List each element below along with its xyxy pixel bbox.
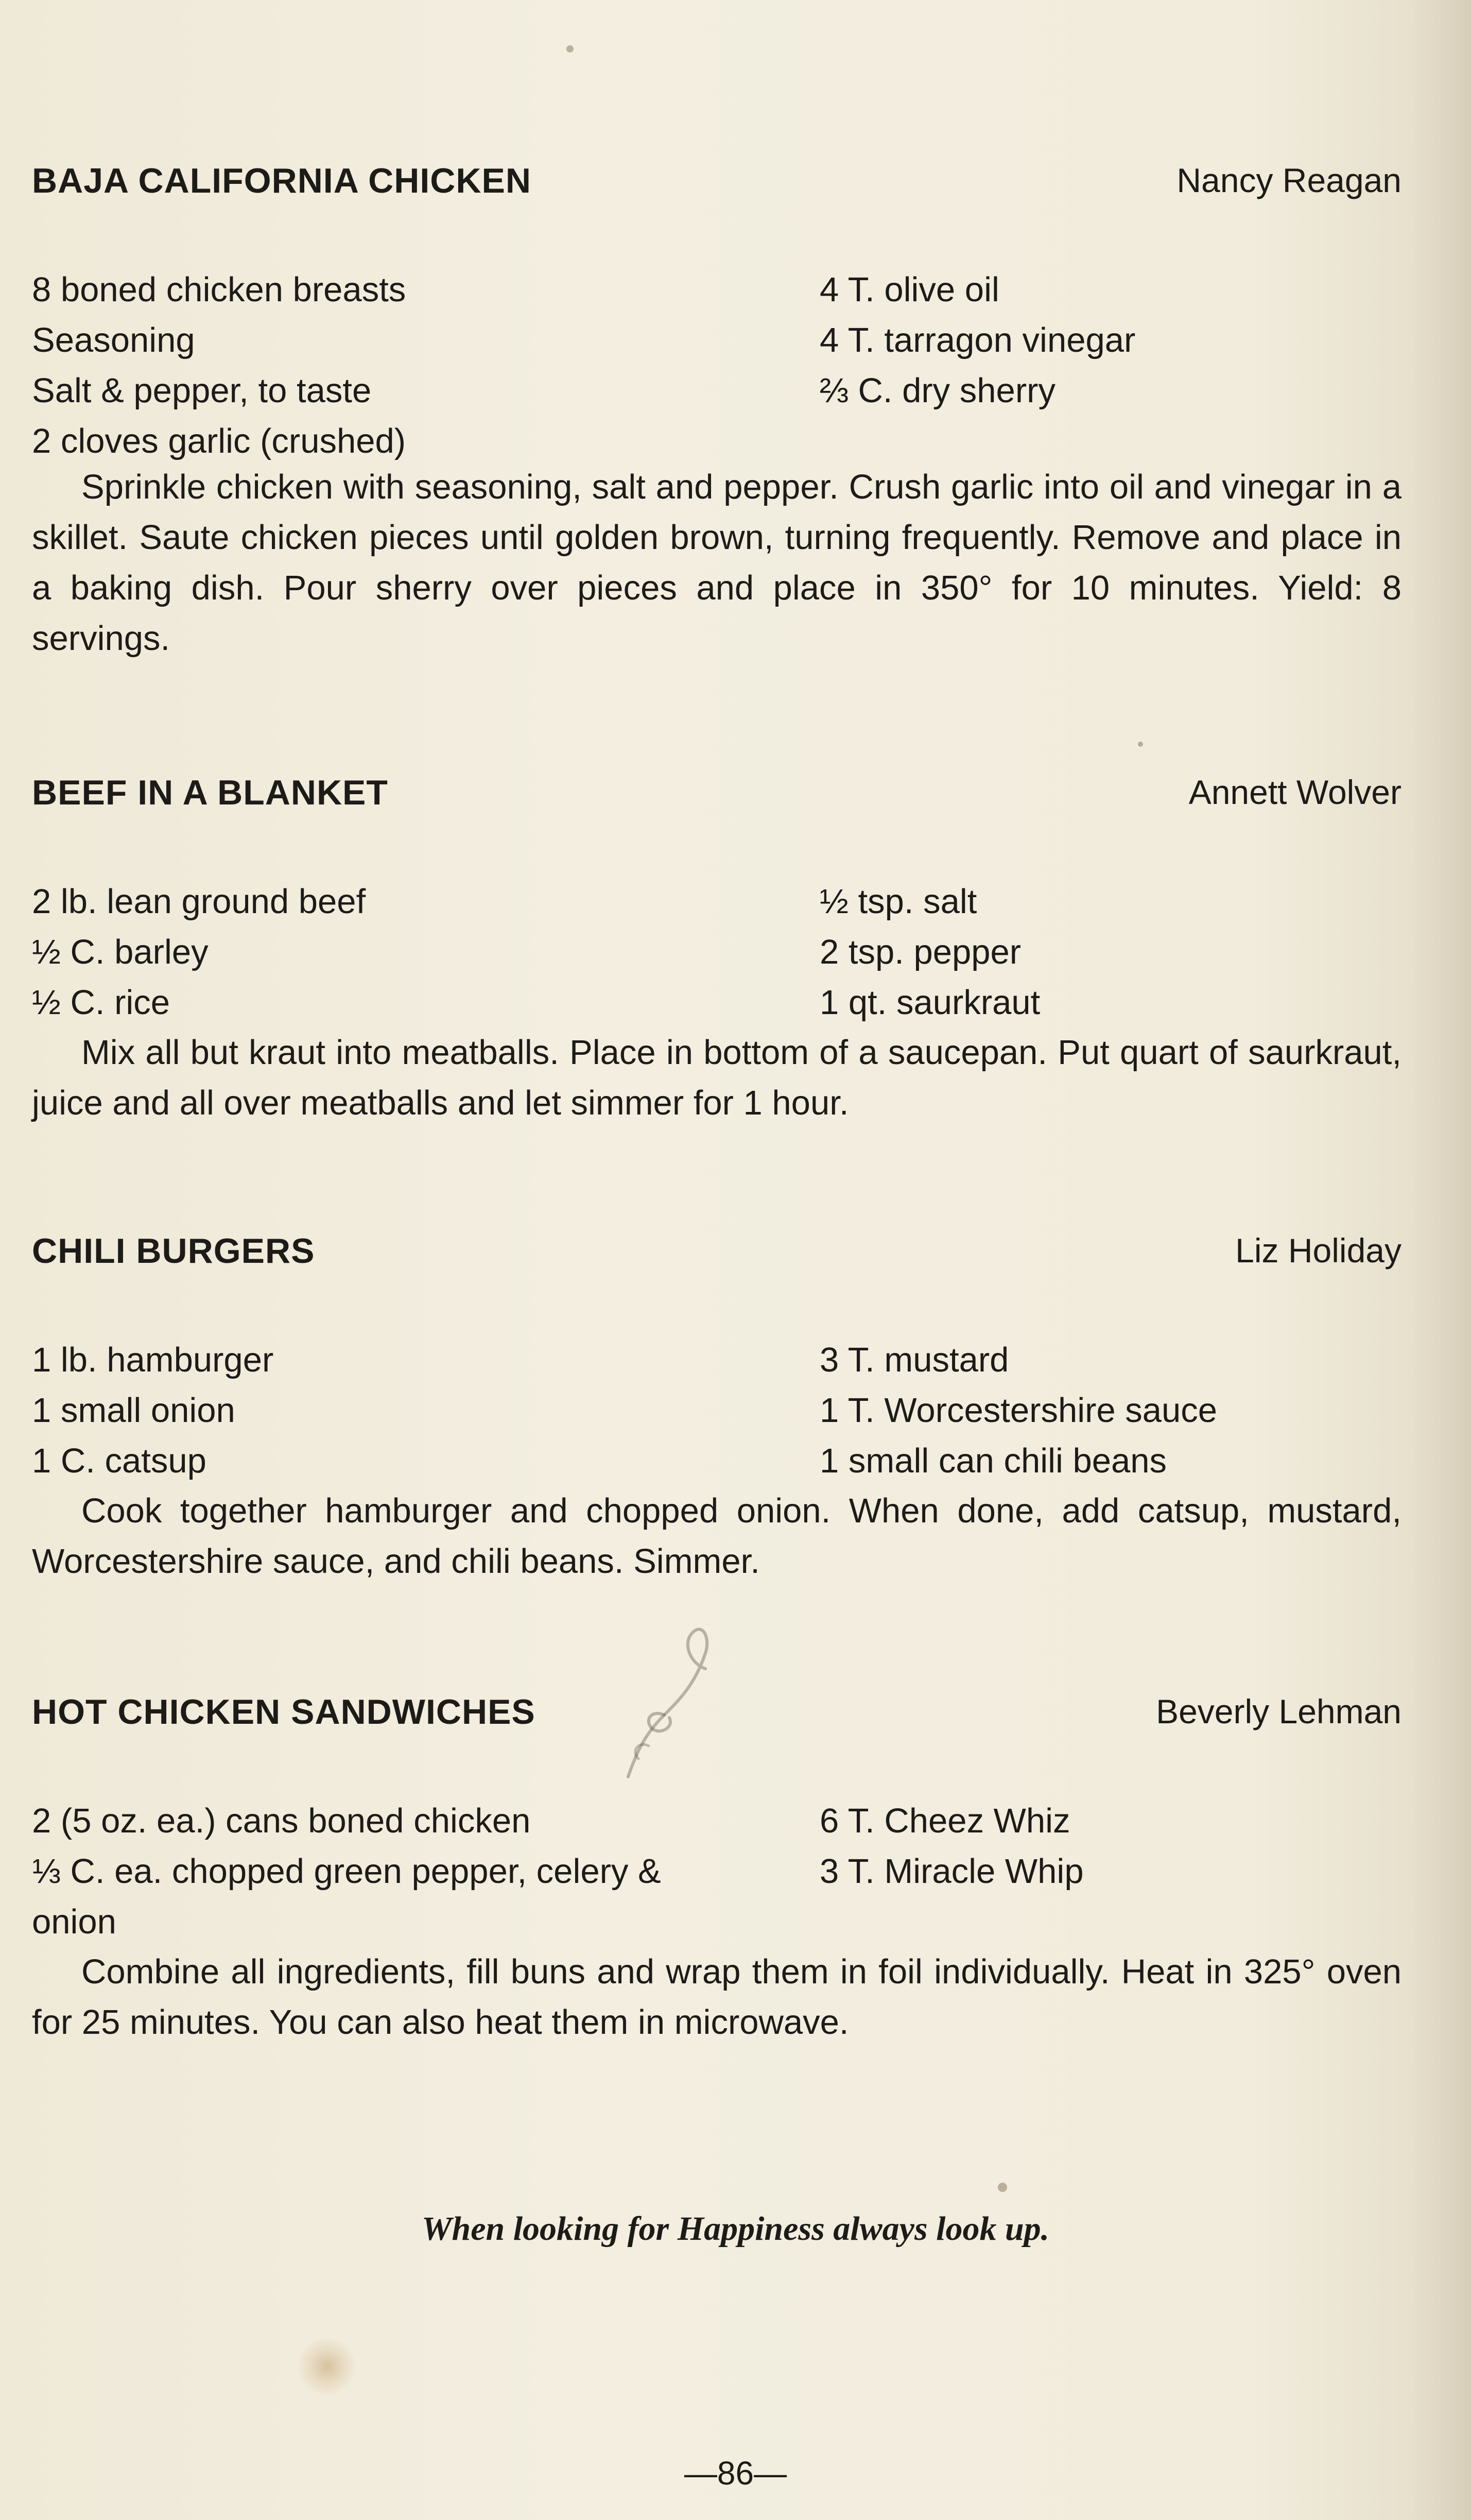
ingredient: ½ tsp. salt [820,882,977,921]
recipe-author: Liz Holiday [1235,1231,1401,1270]
recipe-instructions: Cook together hamburger and chopped onion. When done, add catsup, mustard, Worcestershire sauce, and chili beans. Simmer. [32,1492,1401,1581]
ingredient-column-left [32,1335,794,1486]
recipe-header [32,1231,1401,1288]
ingredient: 1 lb. hamburger [32,1341,274,1379]
recipe-instructions: Sprinkle chicken with seasoning, salt and pepper. Crush garlic into oil and vinegar in a skillet. Saute chicken pieces until golden brown, turning frequently. Remove and place in a baking dish. Pour sherry over pieces and place in 350° for 10 minutes. Yield: 8 servings. [32,468,1401,658]
paper-speck [566,45,574,53]
ingredient: 4 T. olive oil [820,270,999,309]
ingredient-column-left [32,877,794,1028]
page-edge-shadow [1409,0,1471,2520]
footer-quote: When looking for Happiness always look up. [421,2210,1050,2248]
page-number: —86— [684,2455,787,2492]
recipe-instructions: Combine all ingredients, fill buns and wrap them in foil individually. Heat in 325° oven for 25 minutes. You can also heat them in microwave. [32,1952,1401,2042]
recipe-author: Annett Wolver [1188,773,1401,811]
ingredient: 1 small onion [32,1391,235,1430]
ingredient: 6 T. Cheez Whiz [820,1802,1070,1840]
ingredient: 3 T. Miracle Whip [820,1852,1084,1891]
ingredient: 1 small can chili beans [820,1442,1167,1480]
ingredient: ⅓ C. ea. chopped green pepper, celery & [32,1852,661,1891]
ingredient: ⅔ C. dry sherry [820,371,1055,410]
ingredient: 4 T. tarragon vinegar [820,321,1136,359]
recipe-header [32,161,1401,217]
ingredient-column-left [32,1796,794,1947]
ingredient: 1 C. catsup [32,1442,206,1480]
ingredient: onion [32,1902,116,1941]
ingredient-column-left [32,265,794,467]
ingredient: 2 tsp. pepper [820,933,1022,971]
recipe-title: BAJA CALIFORNIA CHICKEN [32,161,531,200]
ingredient-column-right [820,265,1401,416]
ingredient: 2 (5 oz. ea.) cans boned chicken [32,1802,531,1840]
ingredient: ½ C. rice [32,983,170,1022]
recipe-instructions: Mix all but kraut into meatballs. Place in bottom of a saucepan. Put quart of saurkraut, juice and all over meatballs and let simmer for 1 hour. [32,1033,1401,1122]
ingredient: 2 cloves garlic (crushed) [32,422,406,460]
paper-stain [299,2338,355,2395]
recipe-title: BEEF IN A BLANKET [32,773,388,812]
recipe-author: Beverly Lehman [1156,1692,1401,1730]
pencil-doodle [608,1612,731,1782]
ingredient-column-right [820,1796,1401,1897]
paper-speck [1138,742,1143,747]
recipe-beef-in-a-blanket [32,773,1401,1122]
ingredient-column-right [820,877,1401,1028]
ingredient: 8 boned chicken breasts [32,270,406,309]
recipe-title: HOT CHICKEN SANDWICHES [32,1692,535,1732]
ingredient: 2 lb. lean ground beef [32,882,366,921]
recipe-baja-california-chicken [32,161,1401,658]
paper-speck [998,2183,1007,2192]
ingredient: Seasoning [32,321,195,359]
ingredient: 1 T. Worcestershire sauce [820,1391,1218,1430]
ingredient: 1 qt. saurkraut [820,983,1041,1022]
ingredient: Salt & pepper, to taste [32,371,372,410]
recipe-chili-burgers [32,1231,1401,1581]
recipe-author: Nancy Reagan [1176,161,1401,199]
ingredient-column-right [820,1335,1401,1486]
recipe-header [32,773,1401,829]
ingredient: ½ C. barley [32,933,209,971]
ingredient: 3 T. mustard [820,1341,1009,1379]
recipe-title: CHILI BURGERS [32,1231,315,1271]
